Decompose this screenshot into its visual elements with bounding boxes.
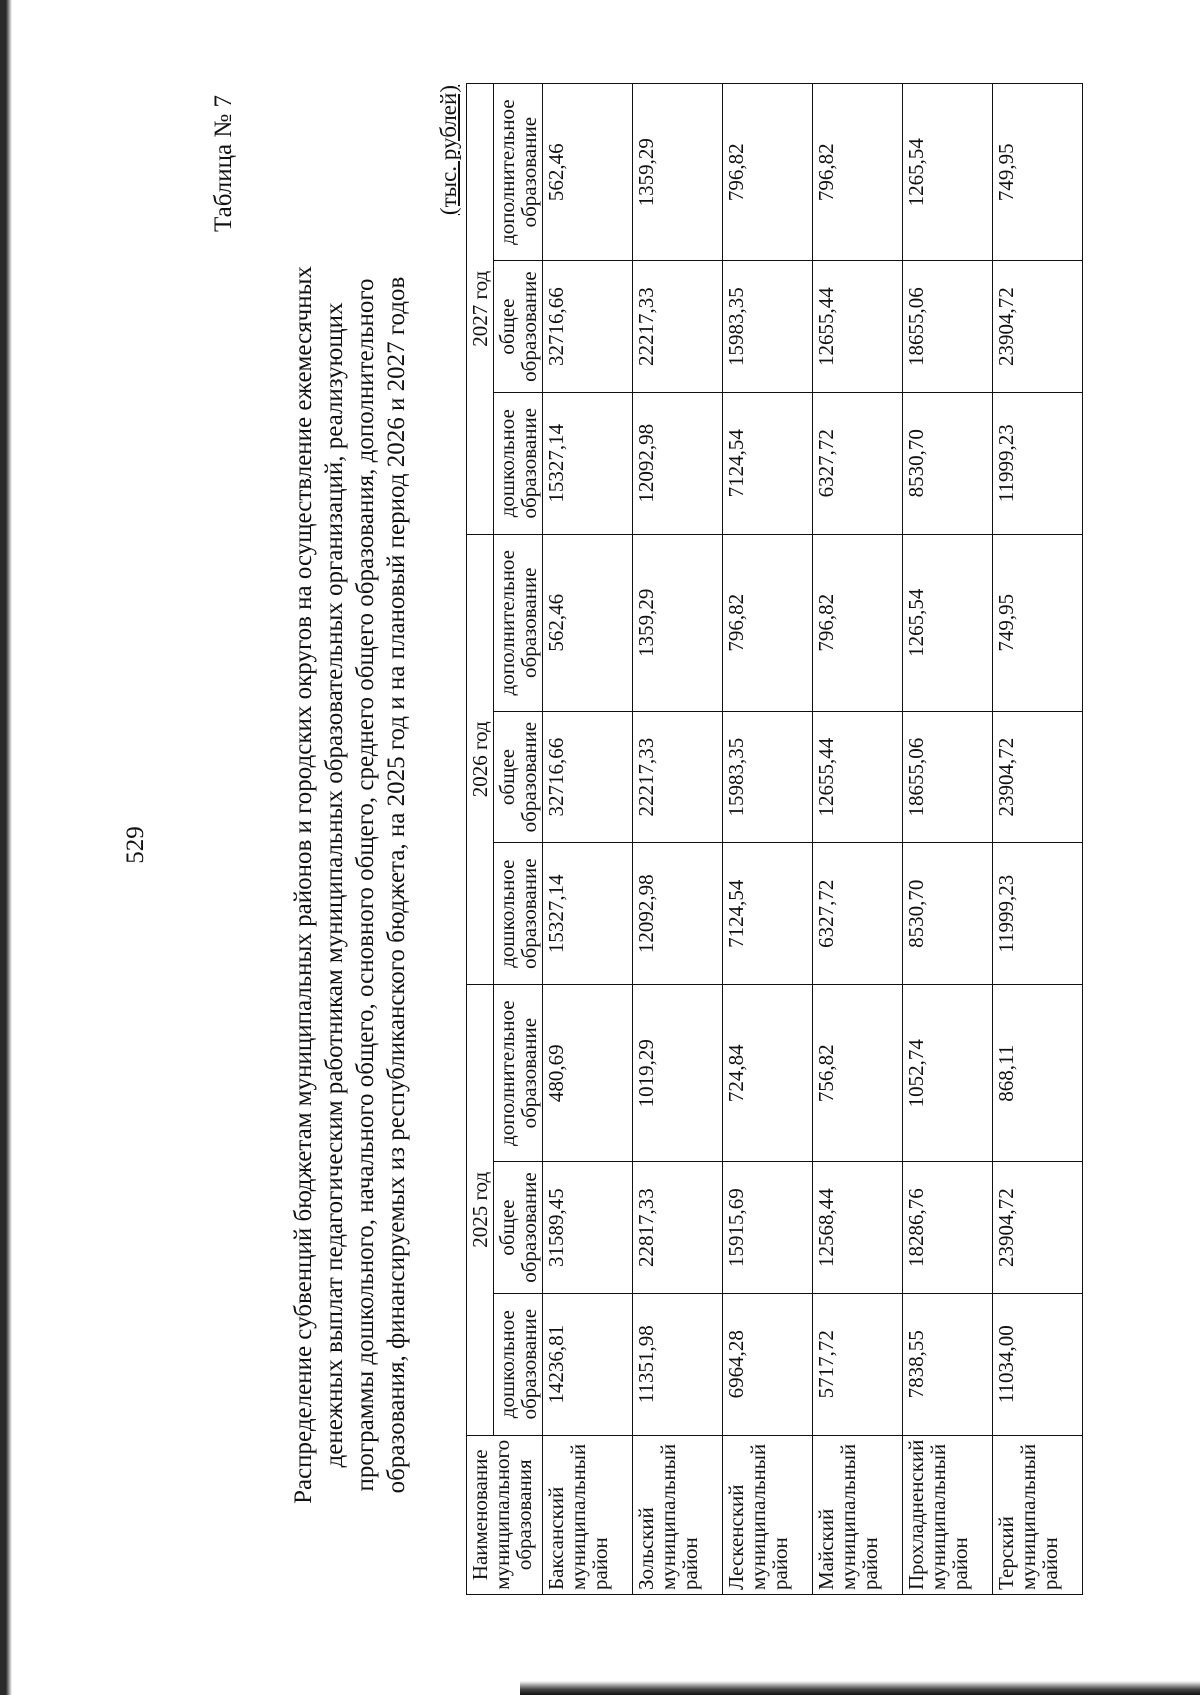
cell-value: 11034,00 <box>993 1293 1083 1435</box>
cell-value: 11351,98 <box>633 1293 723 1435</box>
header-general: общее образование <box>494 1162 543 1293</box>
cell-value: 12092,98 <box>633 843 723 985</box>
cell-value: 796,82 <box>723 534 813 711</box>
table-row <box>633 84 723 1595</box>
cell-value: 22217,33 <box>633 711 723 842</box>
cell-value: 23904,72 <box>993 711 1083 842</box>
cell-value: 15983,35 <box>723 261 813 392</box>
cell-value: 32716,66 <box>543 261 633 392</box>
header-year-2025: 2025 год <box>467 985 494 1435</box>
scan-border-bottom <box>520 1681 1200 1695</box>
table-caption: Таблица № 7 <box>210 95 237 233</box>
cell-value: 18655,06 <box>903 711 993 842</box>
cell-value: 1019,29 <box>633 985 723 1162</box>
cell-value: 11999,23 <box>993 843 1083 985</box>
cell-value: 1265,54 <box>903 84 993 261</box>
cell-value: 480,69 <box>543 985 633 1162</box>
row-name: Зольский муниципальный район <box>633 1435 723 1594</box>
document-page <box>30 35 1130 1655</box>
header-name-column: Наименование муниципального образования <box>467 1435 543 1594</box>
cell-value: 8530,70 <box>903 392 993 534</box>
cell-value: 1265,54 <box>903 534 993 711</box>
cell-value: 868,11 <box>993 985 1083 1162</box>
cell-value: 724,84 <box>723 985 813 1162</box>
cell-value: 562,46 <box>543 534 633 711</box>
title-line: Распределение субвенций бюджетам муниципальных районов и городских округов на осуществление ежемесячных <box>290 266 317 1504</box>
row-name: Прохладненский муниципальный район <box>903 1435 993 1594</box>
cell-value: 12655,44 <box>813 261 903 392</box>
cell-value: 796,82 <box>723 84 813 261</box>
header-preschool: дошкольное образование <box>494 392 543 534</box>
row-name: Терский муниципальный район <box>993 1435 1083 1594</box>
header-row-years <box>467 84 494 1595</box>
cell-value: 562,46 <box>543 84 633 261</box>
header-additional: дополнительное образование <box>494 84 543 261</box>
cell-value: 18655,06 <box>903 261 993 392</box>
row-name: Баксанский муниципальный район <box>543 1435 633 1594</box>
title-line: образования, финансируемых из республиканского бюджета, на 2025 год и на плановый период 2026 и 2027 годов <box>383 276 410 1494</box>
title-line: денежных выплат педагогическим работникам муниципальных образовательных организаций, реализующих <box>321 302 348 1468</box>
table-row <box>723 84 813 1595</box>
cell-value: 6964,28 <box>723 1293 813 1435</box>
cell-value: 1052,74 <box>903 985 993 1162</box>
header-year-2027: 2027 год <box>467 84 494 535</box>
cell-value: 749,95 <box>993 84 1083 261</box>
page-number: 529 <box>122 826 149 864</box>
header-general: общее образование <box>494 261 543 392</box>
cell-value: 23904,72 <box>993 261 1083 392</box>
row-name: Лескенский муниципальный район <box>723 1435 813 1594</box>
header-row-subcolumns <box>494 84 543 1595</box>
header-additional: дополнительное образование <box>494 534 543 711</box>
cell-value: 32716,66 <box>543 711 633 842</box>
cell-value: 1359,29 <box>633 84 723 261</box>
cell-value: 22217,33 <box>633 261 723 392</box>
table-row <box>993 84 1083 1595</box>
cell-value: 756,82 <box>813 985 903 1162</box>
header-preschool: дошкольное образование <box>494 843 543 985</box>
cell-value: 7124,54 <box>723 843 813 985</box>
cell-value: 749,95 <box>993 534 1083 711</box>
cell-value: 15327,14 <box>543 392 633 534</box>
cell-value: 6327,72 <box>813 392 903 534</box>
cell-value: 31589,45 <box>543 1162 633 1293</box>
cell-value: 1359,29 <box>633 534 723 711</box>
document-title <box>288 225 412 1545</box>
scan-border-left <box>0 0 12 1695</box>
units-label: (тыс. рублей) <box>436 85 461 216</box>
cell-value: 15915,69 <box>723 1162 813 1293</box>
cell-value: 12092,98 <box>633 392 723 534</box>
cell-value: 7838,55 <box>903 1293 993 1435</box>
header-preschool: дошкольное образование <box>494 1293 543 1435</box>
cell-value: 796,82 <box>813 534 903 711</box>
cell-value: 11999,23 <box>993 392 1083 534</box>
table-row <box>543 84 633 1595</box>
header-additional: дополнительное образование <box>494 985 543 1162</box>
cell-value: 15327,14 <box>543 843 633 985</box>
cell-value: 18286,76 <box>903 1162 993 1293</box>
header-year-2026: 2026 год <box>467 534 494 984</box>
cell-value: 15983,35 <box>723 711 813 842</box>
cell-value: 8530,70 <box>903 843 993 985</box>
cell-value: 6327,72 <box>813 843 903 985</box>
cell-value: 14236,81 <box>543 1293 633 1435</box>
cell-value: 12655,44 <box>813 711 903 842</box>
cell-value: 23904,72 <box>993 1162 1083 1293</box>
row-name: Майский муниципальный район <box>813 1435 903 1594</box>
table-row <box>903 84 993 1595</box>
cell-value: 12568,44 <box>813 1162 903 1293</box>
title-line: программы дошкольного, начального общего, основного общего, среднего общего образования, дополнительного <box>352 278 379 1492</box>
table-row <box>813 84 903 1595</box>
cell-value: 7124,54 <box>723 392 813 534</box>
cell-value: 796,82 <box>813 84 903 261</box>
subsidy-table <box>466 83 1083 1595</box>
header-general: общее образование <box>494 711 543 842</box>
cell-value: 5717,72 <box>813 1293 903 1435</box>
cell-value: 22817,33 <box>633 1162 723 1293</box>
